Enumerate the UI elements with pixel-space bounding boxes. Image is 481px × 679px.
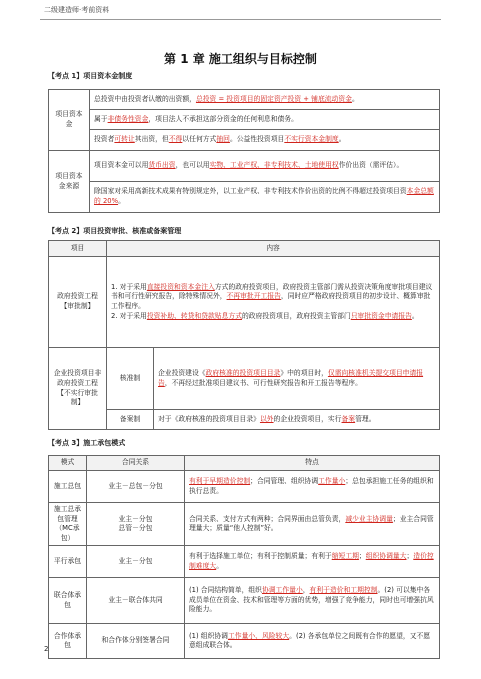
page-number: 2 bbox=[44, 645, 49, 653]
kp3-contract: 业主－分包 总管－分包 bbox=[87, 503, 185, 546]
kp3-mode: 合作体承包 bbox=[49, 624, 87, 659]
kp2-col-content: 内容 bbox=[107, 241, 440, 257]
kp3-col-mode: 模式 bbox=[49, 456, 87, 471]
kp2-ent-head: 企业投资项目非政府投资工程【不实行审批制】 bbox=[49, 348, 107, 430]
kp3-feature: 有利于选择施工单位；有利于控制质量；有利于缩短工期；组织协调量大；造价控制难度大。 bbox=[185, 546, 440, 578]
kp1-table bbox=[48, 89, 440, 213]
kp2-approve-head: 核准制 bbox=[107, 348, 154, 410]
kp3-feature: (1) 组织协调工作量小、风险较大。(2) 各承包单位之间既有合作的愿望，又不愿意组成联合体。 bbox=[185, 624, 440, 659]
kp2-record-head: 备案制 bbox=[107, 410, 154, 430]
table-row bbox=[49, 578, 440, 624]
kp1-row1-a: 总投资中由投资者认缴的出资额，总投资 = 投资项目的固定资产投资 + 铺底流动资金。 bbox=[90, 90, 440, 110]
kp2-gov-item-1: 1. 对于采用直接投资和资本金注入方式的政府投资项目，政府投资主管部门需从投资决策角度审批项目建议书和可行性研究报告，除特殊情况外，不再审批开工报告，同时应严格政府投资项目的初步设计、概算审批工作程序。 bbox=[111, 282, 433, 310]
kp2-approve-text: 企业投资建设《政府核准的投资项目目录》中的项目时，仅需向核准机关提交项目申请报告，不再经过批准项目建议书、可行性研究报告和开工报告等程序。 bbox=[154, 348, 440, 410]
kp3-mode: 施工总承包管理（MC承包） bbox=[49, 503, 87, 546]
table-row bbox=[49, 471, 440, 503]
kp1-row1-b: 属于非债务性资金，项目法人不承担这部分资金的任何利息和债务。 bbox=[90, 110, 440, 130]
table-row bbox=[49, 546, 440, 578]
kp2-table bbox=[48, 240, 440, 430]
table-row bbox=[49, 624, 440, 659]
kp3-contract: 业主－联合体共同 bbox=[87, 578, 185, 624]
kp1-row1-c: 投资者可转让其出资，但不得以任何方式抽回。公益性投资项目不实行资本金制度。 bbox=[90, 130, 440, 151]
page-header: 二级建造师·考前资料 bbox=[44, 6, 110, 14]
kp3-col-contract: 合同关系 bbox=[87, 456, 185, 471]
kp3-feature: 合同关系、支付方式有两种；合同界面由总管负责，减少业主协调量；业主合同管理量大；质量“他人控制”好。 bbox=[185, 503, 440, 546]
kp2-gov-content bbox=[107, 257, 440, 348]
kp2-record-text: 对于《政府核准的投资项目目录》以外的企业投资项目，实行备案管理。 bbox=[154, 410, 440, 430]
kp3-feature: 有利于早期造价控制；合同管理、组织协调工作量小；总包承担施工任务的组织和执行总责。 bbox=[185, 471, 440, 503]
kp2-col-item: 项目 bbox=[49, 241, 107, 257]
kp1-row2-b: 除国家对采用高新技术成果有特别规定外，以工业产权、非专利技术作价出资的比例不得超过投资项目资本金总额的 20%。 bbox=[90, 182, 440, 213]
kp3-table bbox=[48, 455, 440, 659]
chapter-title: 第 1 章 施工组织与目标控制 bbox=[164, 52, 317, 66]
kp2-title: 【考点 2】项目投资审批、核准或备案管理 bbox=[48, 227, 182, 235]
kp1-title: 【考点 1】项目资本金制度 bbox=[48, 72, 133, 80]
kp3-mode: 施工总包 bbox=[49, 471, 87, 503]
kp3-contract: 业主－总包－分包 bbox=[87, 471, 185, 503]
header-divider bbox=[40, 19, 441, 20]
kp3-title: 【考点 3】施工承包模式 bbox=[48, 439, 126, 447]
kp3-col-feature: 特点 bbox=[185, 456, 440, 471]
table-row bbox=[49, 503, 440, 546]
kp1-row2-a: 项目资本金可以用货币出资，也可以用实物、工业产权、非专利技术、土地使用权作价出资（需评估）。 bbox=[90, 151, 440, 182]
kp3-contract: 业主－分包 bbox=[87, 546, 185, 578]
kp2-gov-head: 政府投资工程【审批制】 bbox=[49, 257, 107, 348]
kp3-contract: 和合作体分别签署合同 bbox=[87, 624, 185, 659]
kp1-row1-head: 项目资本金 bbox=[49, 90, 90, 151]
kp1-row2-head: 项目资本金来源 bbox=[49, 151, 90, 213]
kp3-feature: (1) 合同结构简单，组织协调工作量小，有利于造价和工期控制。(2) 可以集中各成员单位在资金、技术和管理等方面的优势，增强了竞争能力，同时也可增强抗风险能力。 bbox=[185, 578, 440, 624]
kp3-mode: 联合体承包 bbox=[49, 578, 87, 624]
kp3-mode: 平行承包 bbox=[49, 546, 87, 578]
kp2-gov-item-2: 2. 对于采用投资补助、转贷和贷款贴息方式的政府投资项目，政府投资主管部门只审批资金申请报告。 bbox=[111, 311, 419, 320]
